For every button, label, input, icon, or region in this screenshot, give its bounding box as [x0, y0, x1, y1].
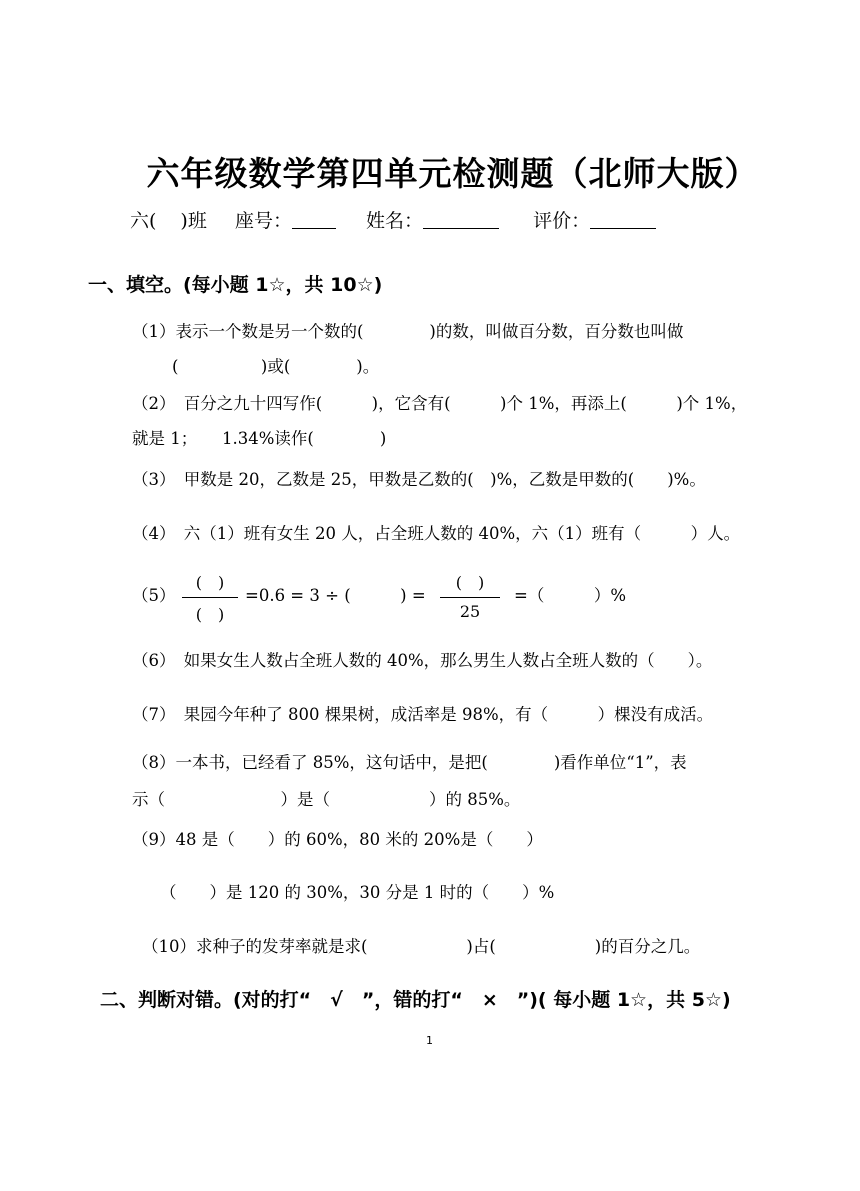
page-number: 1: [426, 1034, 433, 1047]
class-label-suffix: )班: [180, 210, 207, 232]
eval-blank[interactable]: [590, 210, 656, 229]
fraction-2-bar: [440, 597, 500, 598]
student-info-line: [130, 206, 656, 233]
question-3: （3） 甲数是 20，乙数是 25，甲数是乙数的( )%，乙数是甲数的( )%。: [132, 470, 706, 489]
name-label: 姓名：: [366, 210, 424, 232]
question-2-line-2: 就是 1； 1.34%读作( ): [132, 429, 387, 448]
question-6: （6） 如果女生人数占全班人数的 40%，那么男生人数占全班人数的（ ）。: [132, 651, 713, 670]
seat-label: 座号：: [234, 210, 292, 232]
page-title: 六年级数学第四单元检测题（北师大版）: [146, 154, 759, 193]
class-label-prefix: 六(: [130, 210, 157, 232]
question-5-middle: =0.6 = 3 ÷ ( ) =: [245, 586, 426, 605]
eval-label: 评价：: [533, 210, 591, 232]
seat-blank[interactable]: [292, 210, 336, 229]
question-10: （10）求种子的发芽率就是求( )占( )的百分之几。: [142, 937, 701, 956]
question-1-line-1: （1）表示一个数是另一个数的( )的数，叫做百分数，百分数也叫做: [132, 322, 684, 341]
section-2-heading: 二、判断对错。(对的打“ √ ”，错的打“ × ”)( 每小题 1☆，共 5☆): [100, 989, 731, 1011]
question-2-line-1: （2） 百分之九十四写作( )，它含有( )个 1%，再添上( )个 1%，: [132, 394, 748, 413]
question-5-fraction-2: [440, 570, 500, 621]
fraction-1-numerator: ( ): [195, 573, 225, 592]
question-5-label: （5）: [132, 586, 176, 605]
fraction-1-bar: [182, 597, 238, 598]
name-blank[interactable]: [423, 210, 499, 229]
question-4: （4） 六（1）班有女生 20 人，占全班人数的 40%，六（1）班有（ ）人。: [132, 524, 741, 543]
question-9-line-2: （ ）是 120 的 30%，30 分是 1 时的（ ）%: [160, 883, 555, 902]
question-9-line-1: （9）48 是（ ）的 60%，80 米的 20%是（ ）: [132, 830, 543, 849]
fraction-2-denominator: 25: [459, 602, 481, 621]
section-1-heading: 一、填空。(每小题 1☆，共 10☆): [88, 274, 383, 296]
fraction-1-denominator: ( ): [195, 605, 225, 624]
question-5-fraction-1: [182, 570, 238, 625]
question-8-line-2: 示（ ）是（ ）的 85%。: [132, 790, 521, 809]
question-5-end: =（ ）%: [514, 586, 627, 605]
fraction-2-numerator: ( ): [455, 573, 485, 592]
question-1-line-2: ( )或( )。: [172, 357, 380, 376]
question-8-line-1: （8）一本书，已经看了 85%，这句话中，是把( )看作单位“1”，表: [132, 753, 687, 772]
question-7: （7） 果园今年种了 800 棵果树，成活率是 98%，有（ ）棵没有成活。: [132, 705, 714, 724]
